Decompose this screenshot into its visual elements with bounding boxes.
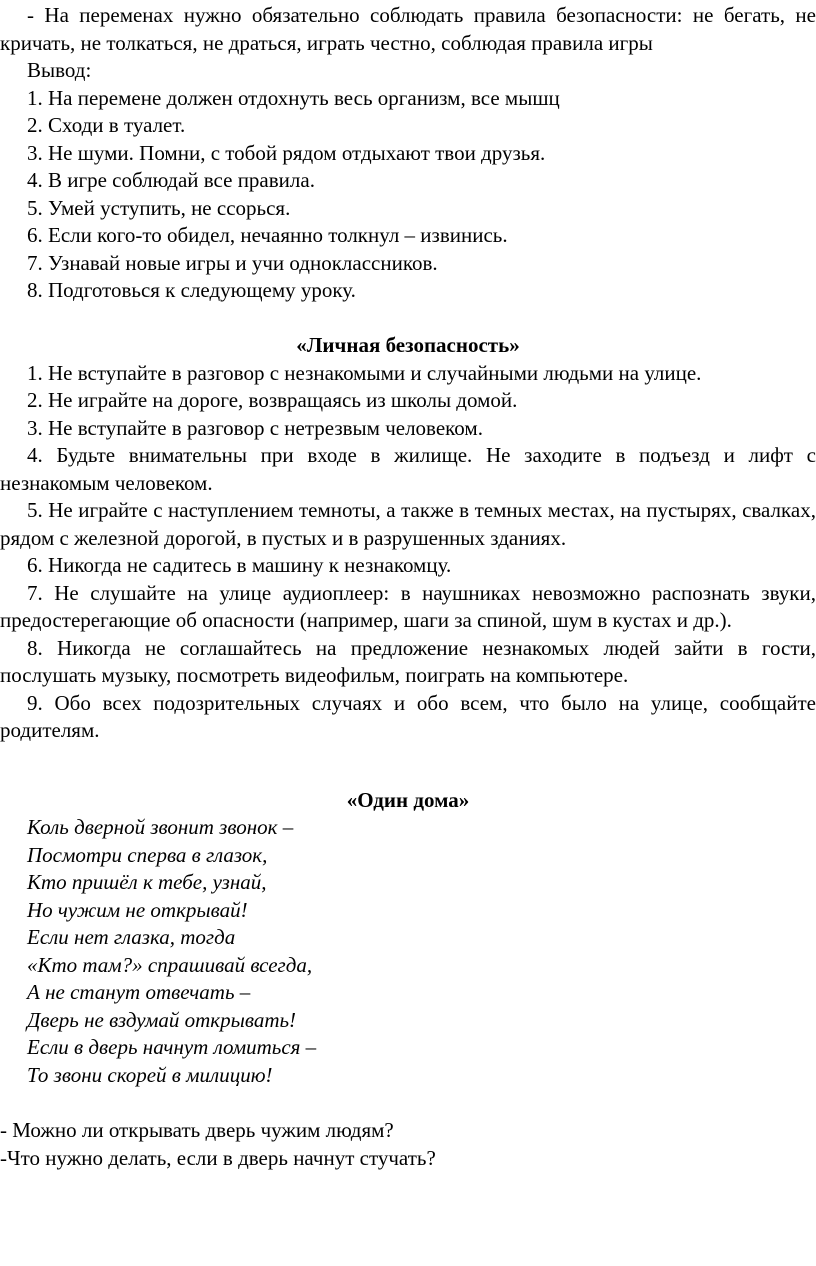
poem-line: Посмотри сперва в глазок, [27,842,268,867]
list-item: 4. В игре соблюдай все правила. [27,168,315,192]
list-item: 8. Подготовься к следующему уроку. [27,278,356,302]
conclusion-list [0,85,816,305]
spacer [0,1089,816,1117]
question: -Что нужно делать, если в дверь начнут стучать? [0,1145,436,1170]
list-item: 1. На перемене должен отдохнуть весь организм, все мышц [27,85,560,110]
spacer [0,305,816,333]
list-item: 5. Умей уступить, не ссорься. [27,195,291,220]
poem-line: Коль дверной звонит звонок – [27,815,294,839]
list-item: 2. Сходи в туалет. [27,113,186,137]
conclusion-label: Вывод: [27,58,92,82]
poem-line: А не станут отвечать – [27,980,251,1004]
intro-paragraph: - На переменах нужно обязательно соблюдать правила безопасности: не бегать, не кричать, не толкаться, не драться, играть честно, соблюдая правила игры [0,3,816,55]
spacer [0,745,816,787]
personal-safety-list [0,360,816,745]
poem-line: Но чужим не открывай! [27,897,248,922]
question: - Можно ли открывать дверь чужим людям? [0,1118,394,1142]
poem-line: Если нет глазка, тогда [27,925,236,949]
poem-line: Если в дверь начнут ломиться – [27,1035,317,1059]
list-item: 9. Обо всех подозрительных случаях и обо всем, что было на улице, сообщайте родителям. [0,690,816,742]
section-title-home-alone: «Один дома» [346,787,470,812]
list-item: 2. Не играйте на дороге, возвращаясь из школы домой. [27,388,518,412]
section-title-personal-safety: «Личная безопасность» [296,333,520,357]
document-page [0,2,816,1172]
list-item: 1. Не вступайте в разговор с незнакомыми и случайными людьми на улице. [27,360,702,385]
poem-line: Кто пришёл к тебе, узнай, [27,870,267,894]
list-item: 6. Если кого-то обидел, нечаянно толкнул – извинись. [27,223,508,247]
poem-line: Дверь не вздумай открывать! [27,1007,297,1032]
poem [0,814,816,1089]
list-item: 7. Узнавай новые игры и учи одноклассников. [27,250,438,275]
poem-line: «Кто там?» спрашивай всегда, [27,952,313,977]
list-item: 6. Никогда не садитесь в машину к незнакомцу. [27,553,452,577]
list-item: 5. Не играйте с наступлением темноты, а также в темных местах, на пустырях, свалках, рядом с железной дорогой, в пустых и в разрушенных зданиях. [0,498,816,550]
questions [0,1117,816,1172]
list-item: 8. Никогда не соглашайтесь на предложение незнакомых людей зайти в гости, послушать музыку, посмотреть видеофильм, поиграть на компьютере. [0,635,816,687]
list-item: 4. Будьте внимательны при входе в жилище. Не заходите в подъезд и лифт с незнакомым человеком. [0,443,816,495]
list-item: 7. Не слушайте на улице аудиоплеер: в наушниках невозможно распознать звуки, предостерегающие об опасности (например, шаги за спиной, шум в кустах и др.). [0,580,816,632]
poem-line: То звони скорей в милицию! [27,1062,273,1087]
list-item: 3. Не вступайте в разговор с нетрезвым человеком. [27,415,483,440]
list-item: 3. Не шуми. Помни, с тобой рядом отдыхают твои друзья. [27,140,546,165]
